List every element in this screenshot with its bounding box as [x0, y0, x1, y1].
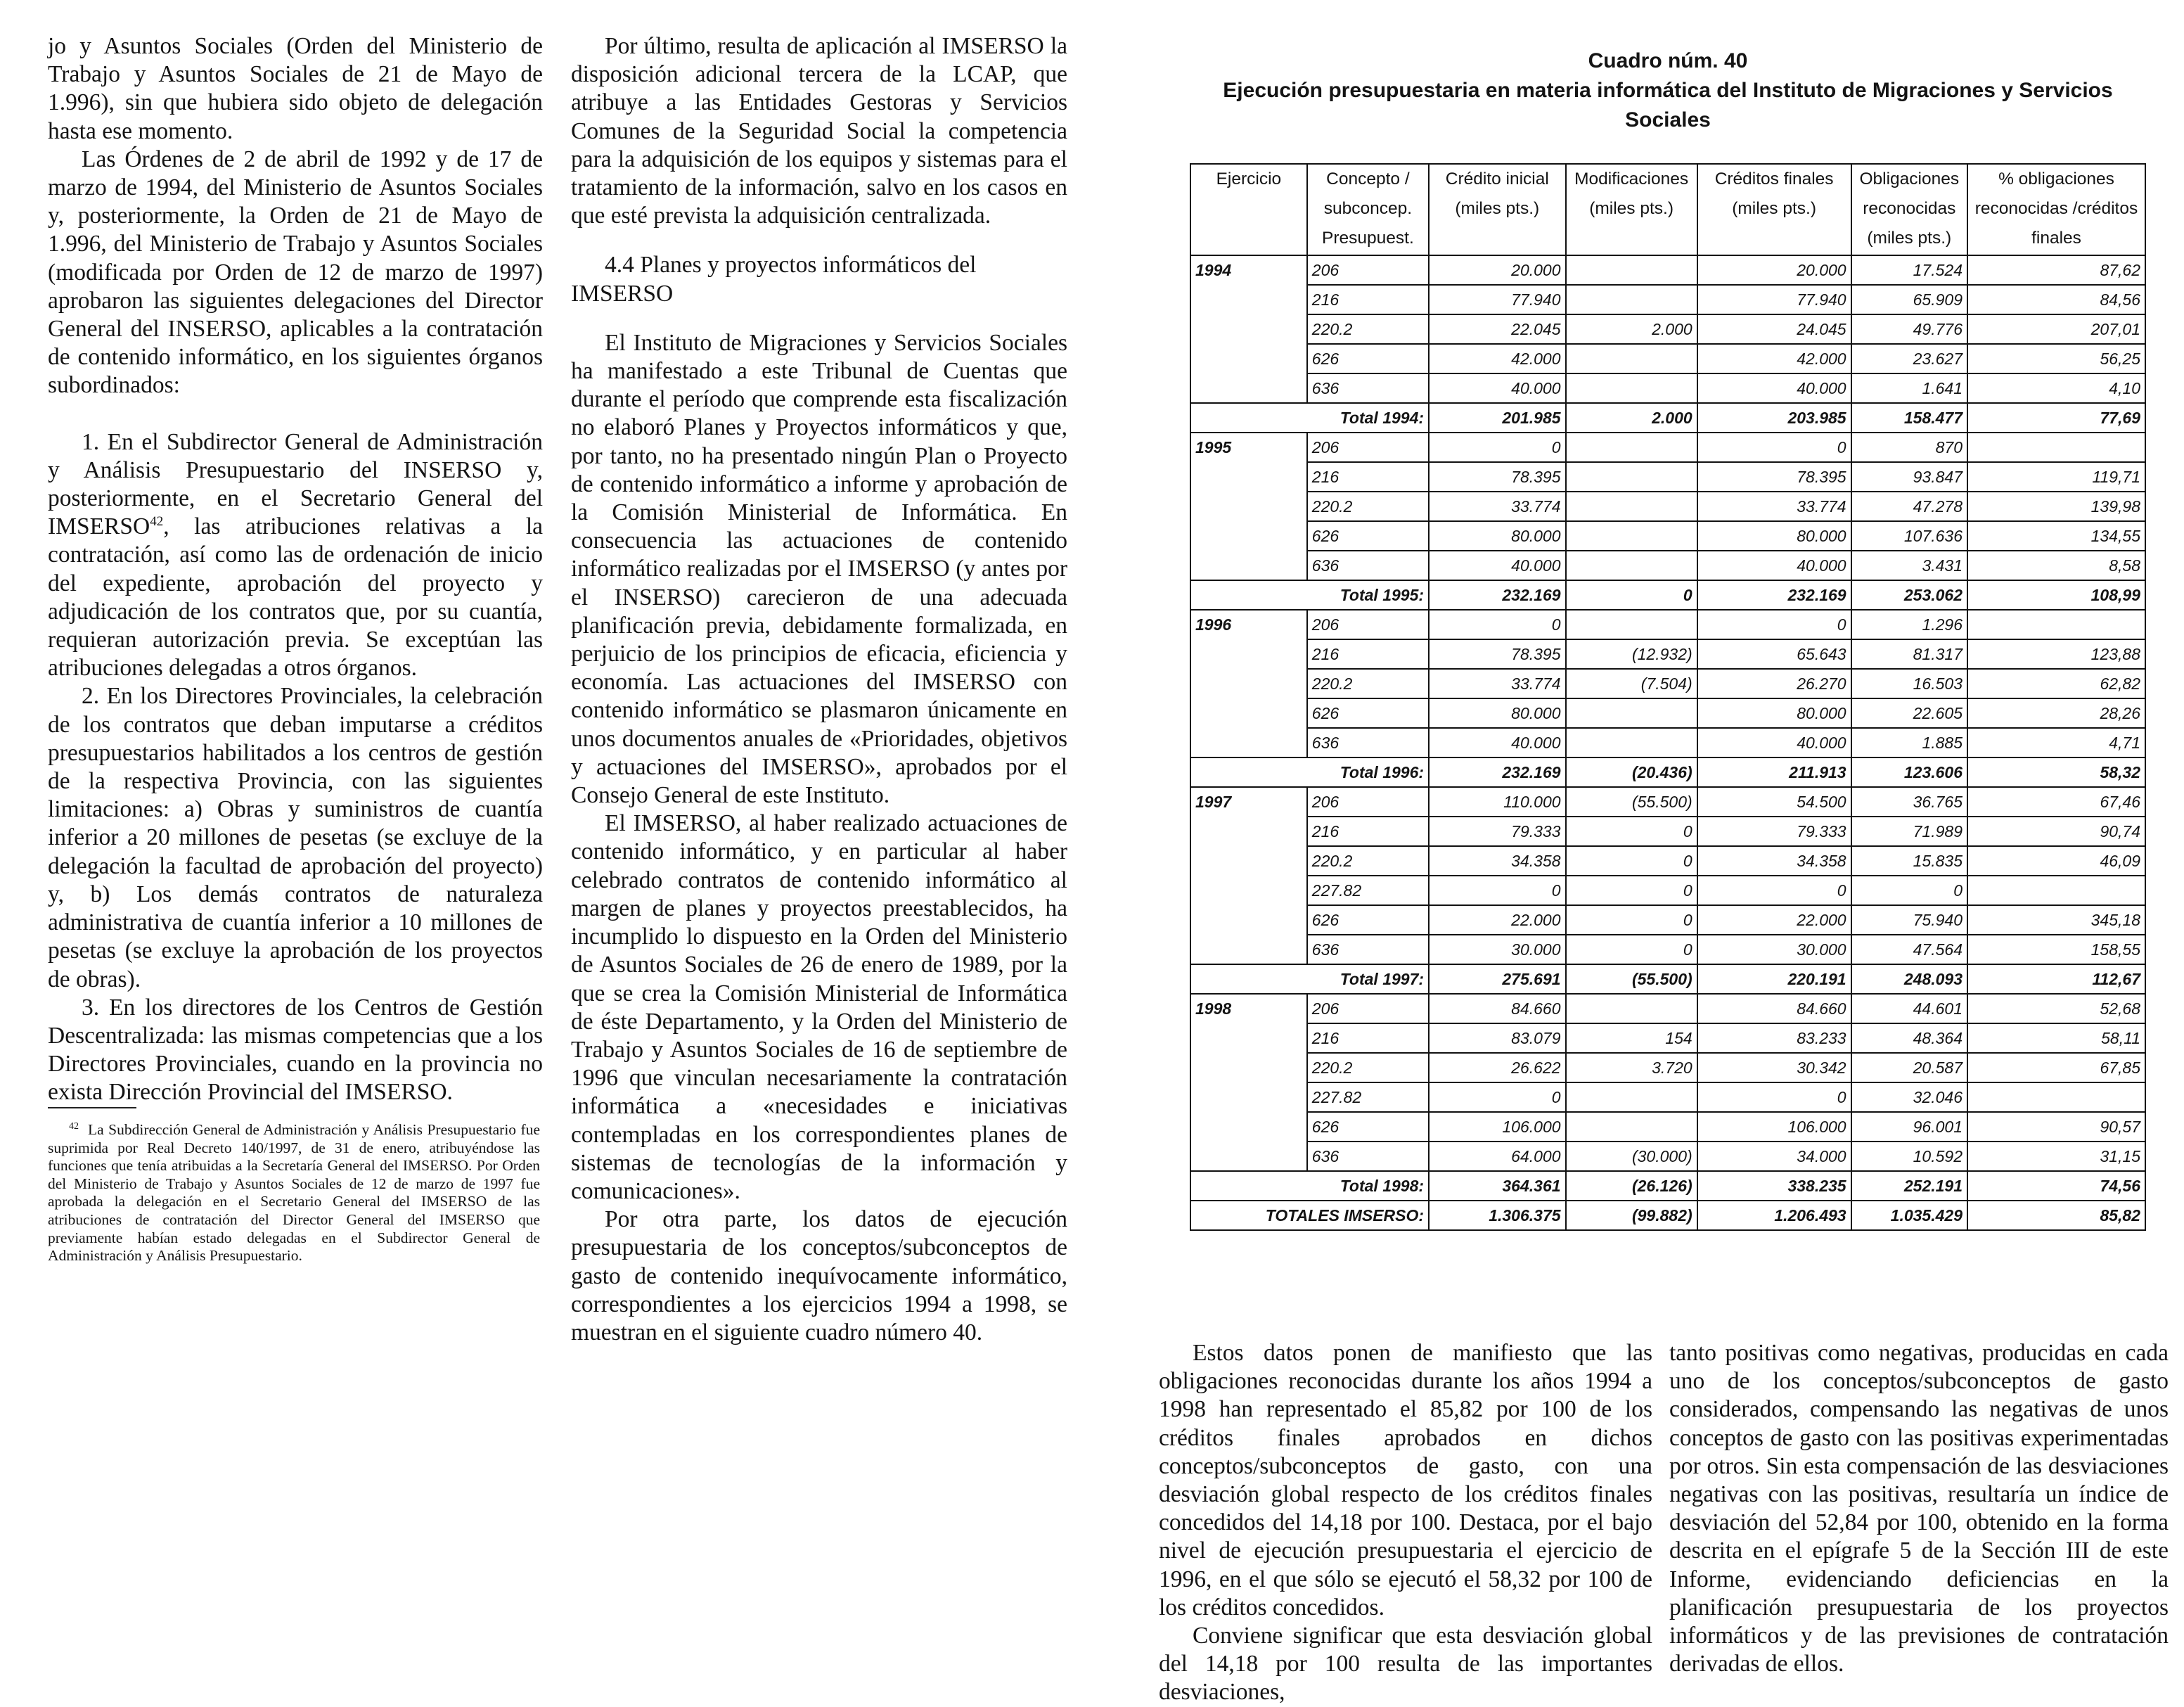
- value-cell-mod: [1566, 492, 1697, 521]
- concept-cell: 220.2: [1307, 314, 1429, 344]
- table-caption: Ejecución presupuestaria en materia informática del Instituto de Migraciones y Servicios Sociales: [1223, 79, 2113, 132]
- grand-total-cell-finales: 1.206.493: [1697, 1201, 1851, 1230]
- value-cell-pct: 28,26: [1967, 698, 2145, 728]
- grand-total-label: TOTALES IMSERSO:: [1190, 1201, 1429, 1230]
- table-row: [1190, 433, 2145, 462]
- value-cell-finales: 78.395: [1697, 462, 1851, 492]
- table-row: [1190, 876, 2145, 905]
- table-row: [1190, 994, 2145, 1023]
- year-cell: [1190, 669, 1307, 698]
- value-cell-pct: 31,15: [1967, 1142, 2145, 1171]
- year-cell: [1190, 462, 1307, 492]
- value-cell-finales: 84.660: [1697, 994, 1851, 1023]
- value-cell-inicial: 78.395: [1429, 462, 1566, 492]
- grand-total-cell-pct: 85,82: [1967, 1201, 2145, 1230]
- value-cell-pct: 134,55: [1967, 521, 2145, 551]
- list-item: 1. En el Subdirector General de Administración y Análisis Presupuestario del INSERSO y, posteriormente, en el Secretario General del IMSERSO$^{42}$, las atribuciones relativas a la contratación, así como las de ordenación de inicio del expediente, aprobación del proyecto y adjudicación de los contratos que, por su cuantía, requieran autorización previa. Se exceptúan las atribuciones delegadas a otros órganos.: [48, 428, 543, 682]
- total-cell-mod: (26.126): [1566, 1171, 1697, 1201]
- year-cell: [1190, 373, 1307, 403]
- value-cell-oblig: 1.885: [1851, 728, 1967, 757]
- concept-cell: 216: [1307, 817, 1429, 846]
- year-cell: [1190, 1142, 1307, 1171]
- table-total-row: [1190, 580, 2145, 610]
- footnote-ref[interactable]: 42: [150, 514, 164, 530]
- total-label: Total 1997:: [1190, 964, 1429, 994]
- table-row: [1190, 1112, 2145, 1142]
- table-row: [1190, 314, 2145, 344]
- footnote: $^{42}$ La Subdirección General de Administración y Análisis Presupuestario fue suprimida por Real Decreto 140/1997, de 31 de enero, atribuyéndose las funciones que tenía atribuidas a la Secretaría General del IMSERSO. Por Orden del Ministerio de Trabajo y Asuntos Sociales de 12 de marzo de 1997 fue aprobada la delegación en el Secretario General del IMSERSO de las atribuciones de contratación del Director General del IMSERSO que previamente habían estado delegadas en el Subdirector General de Administración y Análisis Presupuestario.: [48, 1120, 541, 1265]
- value-cell-inicial: 0: [1429, 1082, 1566, 1112]
- table-title: [1190, 46, 2146, 135]
- value-cell-finales: 24.045: [1697, 314, 1851, 344]
- value-cell-finales: 65.643: [1697, 639, 1851, 669]
- value-cell-inicial: 79.333: [1429, 817, 1566, 846]
- value-cell-finales: 79.333: [1697, 817, 1851, 846]
- year-cell: 1998: [1190, 994, 1307, 1023]
- table-header-row: [1190, 164, 2145, 255]
- total-cell-finales: 203.985: [1697, 403, 1851, 433]
- year-cell: [1190, 344, 1307, 373]
- table-row: [1190, 905, 2145, 935]
- value-cell-pct: [1967, 876, 2145, 905]
- value-cell-oblig: 36.765: [1851, 787, 1967, 817]
- value-cell-oblig: 10.592: [1851, 1142, 1967, 1171]
- table-total-row: [1190, 403, 2145, 433]
- value-cell-inicial: 33.774: [1429, 492, 1566, 521]
- value-cell-pct: 67,85: [1967, 1053, 2145, 1082]
- value-cell-mod: 0: [1566, 817, 1697, 846]
- value-cell-inicial: 78.395: [1429, 639, 1566, 669]
- concept-cell: 206: [1307, 255, 1429, 285]
- middle-column: [571, 32, 1067, 1347]
- total-cell-oblig: 123.606: [1851, 757, 1967, 787]
- value-cell-mod: 2.000: [1566, 314, 1697, 344]
- paragraph: Estos datos ponen de manifiesto que las obligaciones reconocidas durante los años 1994 a 1998 han representado el 85,82 por 100 de los créditos finales aprobados en dichos conceptos/subconceptos de gasto, con una desviación global respecto de los créditos finales concedidos del 14,18 por 100. Destaca, por el bajo nivel de ejecución presupuestaria el ejercicio de 1996, en el que sólo se ejecutó el 58,32 por 100 de los créditos concedidos.: [1159, 1340, 1652, 1620]
- total-cell-mod: 2.000: [1566, 403, 1697, 433]
- table-number: Cuadro núm. 40: [1588, 49, 1748, 72]
- total-cell-inicial: 275.691: [1429, 964, 1566, 994]
- value-cell-oblig: 1.641: [1851, 373, 1967, 403]
- value-cell-finales: 80.000: [1697, 698, 1851, 728]
- value-cell-mod: [1566, 433, 1697, 462]
- table-row: [1190, 255, 2145, 285]
- total-cell-finales: 211.913: [1697, 757, 1851, 787]
- value-cell-pct: 158,55: [1967, 935, 2145, 964]
- value-cell-mod: [1566, 728, 1697, 757]
- concept-cell: 626: [1307, 1112, 1429, 1142]
- value-cell-pct: 90,74: [1967, 817, 2145, 846]
- concept-cell: 626: [1307, 905, 1429, 935]
- year-cell: 1997: [1190, 787, 1307, 817]
- total-cell-inicial: 232.169: [1429, 580, 1566, 610]
- total-cell-inicial: 201.985: [1429, 403, 1566, 433]
- value-cell-finales: 33.774: [1697, 492, 1851, 521]
- total-label: Total 1998:: [1190, 1171, 1429, 1201]
- value-cell-pct: [1967, 1082, 2145, 1112]
- value-cell-mod: [1566, 1112, 1697, 1142]
- concept-cell: 636: [1307, 728, 1429, 757]
- bottom-right-column: [1669, 1339, 2169, 1678]
- table-row: [1190, 521, 2145, 551]
- year-cell: [1190, 876, 1307, 905]
- value-cell-pct: 58,11: [1967, 1023, 2145, 1053]
- year-cell: [1190, 728, 1307, 757]
- value-cell-mod: [1566, 521, 1697, 551]
- value-cell-oblig: 17.524: [1851, 255, 1967, 285]
- value-cell-pct: 207,01: [1967, 314, 2145, 344]
- table-row: [1190, 846, 2145, 876]
- value-cell-oblig: 15.835: [1851, 846, 1967, 876]
- concept-cell: 206: [1307, 433, 1429, 462]
- value-cell-oblig: 81.317: [1851, 639, 1967, 669]
- table-row: [1190, 1142, 2145, 1171]
- grand-total-cell-inicial: 1.306.375: [1429, 1201, 1566, 1230]
- bottom-left-column: [1159, 1339, 1652, 1707]
- table-total-row: [1190, 1171, 2145, 1201]
- concept-cell: 216: [1307, 639, 1429, 669]
- value-cell-finales: 34.000: [1697, 1142, 1851, 1171]
- value-cell-mod: [1566, 610, 1697, 639]
- value-cell-mod: (30.000): [1566, 1142, 1697, 1171]
- value-cell-pct: 4,71: [1967, 728, 2145, 757]
- value-cell-finales: 20.000: [1697, 255, 1851, 285]
- total-cell-finales: 232.169: [1697, 580, 1851, 610]
- value-cell-pct: 62,82: [1967, 669, 2145, 698]
- concept-cell: 626: [1307, 344, 1429, 373]
- value-cell-finales: 77.940: [1697, 285, 1851, 314]
- value-cell-oblig: 47.278: [1851, 492, 1967, 521]
- concept-cell: 626: [1307, 521, 1429, 551]
- value-cell-mod: [1566, 994, 1697, 1023]
- total-cell-finales: 338.235: [1697, 1171, 1851, 1201]
- value-cell-inicial: 40.000: [1429, 551, 1566, 580]
- value-cell-finales: 106.000: [1697, 1112, 1851, 1142]
- concept-cell: 636: [1307, 1142, 1429, 1171]
- concept-cell: 220.2: [1307, 492, 1429, 521]
- value-cell-pct: 67,46: [1967, 787, 2145, 817]
- grand-total-cell-oblig: 1.035.429: [1851, 1201, 1967, 1230]
- paragraph: Las Órdenes de 2 de abril de 1992 y de 17 de marzo de 1994, del Ministerio de Asuntos Sociales y, posteriormente, la Orden de 21 de Mayo de 1.996, del Ministerio de Trabajo y Asuntos Sociales (modificada por Orden de 12 de marzo de 1997) aprobaron las siguientes delegaciones del Director General del INSERSO, aplicables a la contratación de contenido informático, en los siguientes órganos subordinados:: [48, 146, 543, 399]
- concept-cell: 227.82: [1307, 876, 1429, 905]
- total-label: Total 1996:: [1190, 757, 1429, 787]
- value-cell-finales: 34.358: [1697, 846, 1851, 876]
- value-cell-mod: [1566, 373, 1697, 403]
- value-cell-pct: 119,71: [1967, 462, 2145, 492]
- value-cell-mod: (12.932): [1566, 639, 1697, 669]
- value-cell-mod: [1566, 698, 1697, 728]
- value-cell-oblig: 16.503: [1851, 669, 1967, 698]
- value-cell-inicial: 30.000: [1429, 935, 1566, 964]
- value-cell-inicial: 42.000: [1429, 344, 1566, 373]
- concept-cell: 636: [1307, 373, 1429, 403]
- value-cell-pct: 4,10: [1967, 373, 2145, 403]
- table-row: [1190, 787, 2145, 817]
- value-cell-oblig: 48.364: [1851, 1023, 1967, 1053]
- table-body: [1190, 255, 2145, 1230]
- paragraph: tanto positivas como negativas, producidas en cada uno de los conceptos/subconceptos de gasto considerados, compensando las negativas de unos conceptos de gasto con las positivas experimentadas por otros. Sin esta compensación de las desviaciones negativas con las positivas, resultaría un índice de desviación del 52,84 por 100, obtenido en la forma descrita en el epígrafe 5 de la Sección III de este Informe, evidenciando deficiencias en la planificación presupuestaria de los proyectos informáticos y de las previsiones de contratación derivadas de ellos.: [1669, 1340, 2169, 1677]
- total-cell-mod: (55.500): [1566, 964, 1697, 994]
- year-cell: 1994: [1190, 255, 1307, 285]
- value-cell-finales: 42.000: [1697, 344, 1851, 373]
- value-cell-oblig: 20.587: [1851, 1053, 1967, 1082]
- table-row: [1190, 610, 2145, 639]
- value-cell-pct: 46,09: [1967, 846, 2145, 876]
- value-cell-oblig: 22.605: [1851, 698, 1967, 728]
- value-cell-mod: 0: [1566, 846, 1697, 876]
- year-cell: 1995: [1190, 433, 1307, 462]
- value-cell-finales: 30.000: [1697, 935, 1851, 964]
- value-cell-finales: 0: [1697, 610, 1851, 639]
- paragraph: jo y Asuntos Sociales (Orden del Ministerio de Trabajo y Asuntos Sociales de 21 de Mayo de 1.996), sin que hubiera sido objeto de delegación hasta ese momento.: [48, 33, 543, 144]
- table-row: [1190, 817, 2145, 846]
- paragraph: Conviene significar que esta desviación global del 14,18 por 100 resulta de las importantes desviaciones,: [1159, 1623, 1652, 1706]
- table-row: [1190, 551, 2145, 580]
- concept-cell: 206: [1307, 610, 1429, 639]
- year-cell: [1190, 935, 1307, 964]
- list-item: 2. En los Directores Provinciales, la celebración de los contratos que deban imputarse a créditos presupuestarios habilitados a los centros de gestión de la respectiva Provincia, con las siguientes limitaciones: a) Obras y suministros de cuantía inferior a 20 millones de pesetas (se excluye de la delegación la facultad de aprobación del proyecto) y, b) Los demás contratos de naturaleza administrativa de cuantía inferior a 10 millones de pesetas (se excluye la aprobación de los proyectos de obras).: [48, 683, 543, 992]
- value-cell-pct: 56,25: [1967, 344, 2145, 373]
- total-cell-pct: 74,56: [1967, 1171, 2145, 1201]
- concept-cell: 216: [1307, 462, 1429, 492]
- total-cell-pct: 108,99: [1967, 580, 2145, 610]
- year-cell: [1190, 314, 1307, 344]
- value-cell-finales: 83.233: [1697, 1023, 1851, 1053]
- value-cell-finales: 40.000: [1697, 373, 1851, 403]
- header-obligaciones: Obligaciones reconocidas (miles pts.): [1851, 164, 1967, 255]
- total-cell-pct: 77,69: [1967, 403, 2145, 433]
- table-row: [1190, 1053, 2145, 1082]
- value-cell-inicial: 40.000: [1429, 373, 1566, 403]
- value-cell-oblig: 107.636: [1851, 521, 1967, 551]
- total-cell-inicial: 364.361: [1429, 1171, 1566, 1201]
- total-cell-oblig: 248.093: [1851, 964, 1967, 994]
- table-row: [1190, 698, 2145, 728]
- value-cell-inicial: 0: [1429, 876, 1566, 905]
- table-row: [1190, 669, 2145, 698]
- value-cell-inicial: 84.660: [1429, 994, 1566, 1023]
- total-label: Total 1995:: [1190, 580, 1429, 610]
- value-cell-inicial: 22.045: [1429, 314, 1566, 344]
- total-cell-finales: 220.191: [1697, 964, 1851, 994]
- value-cell-finales: 26.270: [1697, 669, 1851, 698]
- grand-total-cell-mod: (99.882): [1566, 1201, 1697, 1230]
- value-cell-mod: [1566, 344, 1697, 373]
- value-cell-pct: 139,98: [1967, 492, 2145, 521]
- year-cell: [1190, 639, 1307, 669]
- value-cell-mod: 154: [1566, 1023, 1697, 1053]
- concept-cell: 220.2: [1307, 669, 1429, 698]
- value-cell-oblig: 3.431: [1851, 551, 1967, 580]
- value-cell-mod: 3.720: [1566, 1053, 1697, 1082]
- table-total-row: [1190, 757, 2145, 787]
- table-row: [1190, 728, 2145, 757]
- value-cell-finales: 22.000: [1697, 905, 1851, 935]
- concept-cell: 626: [1307, 698, 1429, 728]
- year-cell: [1190, 551, 1307, 580]
- value-cell-oblig: 0: [1851, 876, 1967, 905]
- left-column: [48, 32, 543, 1107]
- value-cell-oblig: 75.940: [1851, 905, 1967, 935]
- header-porcentaje: % obligaciones reconocidas /créditos finales: [1967, 164, 2145, 255]
- value-cell-pct: [1967, 610, 2145, 639]
- value-cell-oblig: 71.989: [1851, 817, 1967, 846]
- value-cell-inicial: 26.622: [1429, 1053, 1566, 1082]
- value-cell-pct: 123,88: [1967, 639, 2145, 669]
- table-row: [1190, 492, 2145, 521]
- budget-table: [1190, 163, 2146, 1231]
- concept-cell: 216: [1307, 285, 1429, 314]
- table-grand-total-row: [1190, 1201, 2145, 1230]
- year-cell: [1190, 846, 1307, 876]
- value-cell-inicial: 83.079: [1429, 1023, 1566, 1053]
- value-cell-pct: 345,18: [1967, 905, 2145, 935]
- value-cell-finales: 30.342: [1697, 1053, 1851, 1082]
- value-cell-pct: 87,62: [1967, 255, 2145, 285]
- table-row: [1190, 935, 2145, 964]
- value-cell-oblig: 47.564: [1851, 935, 1967, 964]
- value-cell-inicial: 22.000: [1429, 905, 1566, 935]
- value-cell-inicial: 106.000: [1429, 1112, 1566, 1142]
- value-cell-finales: 40.000: [1697, 728, 1851, 757]
- value-cell-finales: 40.000: [1697, 551, 1851, 580]
- section-heading: 4.4 Planes y proyectos informáticos del IMSERSO: [571, 252, 977, 307]
- value-cell-finales: 0: [1697, 876, 1851, 905]
- value-cell-finales: 0: [1697, 433, 1851, 462]
- value-cell-finales: 0: [1697, 1082, 1851, 1112]
- value-cell-mod: [1566, 255, 1697, 285]
- total-cell-pct: 112,67: [1967, 964, 2145, 994]
- paragraph: El Instituto de Migraciones y Servicios Sociales ha manifestado a este Tribunal de Cuentas que durante el período que comprende esta fiscalización no elaboró Planes y Proyectos informáticos y que, por tanto, no ha presentado ningún Plan o Proyecto de contenido informático a informe y aprobación de la Comisión Ministerial de Informática. En consecuencia las actuaciones de contenido informático realizadas por el IMSERSO (y antes por el INSERSO) carecieron de una adecuada planificación previa, debidamente formalizada, en perjuicio de los principios de eficacia, eficiencia y economía. Las actuaciones del IMSERSO con contenido informático se plasmaron únicamente en unos documentos anuales de «Prioridades, objetivos y actuaciones del IMSERSO», aprobados por el Consejo General de este Instituto.: [571, 329, 1067, 809]
- header-creditos-finales: Créditos finales (miles pts.): [1697, 164, 1851, 255]
- concept-cell: 636: [1307, 935, 1429, 964]
- concept-cell: 636: [1307, 551, 1429, 580]
- value-cell-mod: [1566, 551, 1697, 580]
- value-cell-oblig: 23.627: [1851, 344, 1967, 373]
- year-cell: [1190, 492, 1307, 521]
- header-concepto: Concepto / subconcep. Presupuest.: [1307, 164, 1429, 255]
- concept-cell: 206: [1307, 787, 1429, 817]
- header-modificaciones: Modificaciones (miles pts.): [1566, 164, 1697, 255]
- value-cell-inicial: 0: [1429, 610, 1566, 639]
- value-cell-oblig: 870: [1851, 433, 1967, 462]
- footnote-divider: [48, 1107, 136, 1108]
- value-cell-pct: [1967, 433, 2145, 462]
- total-cell-oblig: 253.062: [1851, 580, 1967, 610]
- table-row: [1190, 344, 2145, 373]
- value-cell-inicial: 34.358: [1429, 846, 1566, 876]
- total-cell-oblig: 252.191: [1851, 1171, 1967, 1201]
- header-credito-inicial: Crédito inicial (miles pts.): [1429, 164, 1566, 255]
- year-cell: [1190, 285, 1307, 314]
- value-cell-inicial: 77.940: [1429, 285, 1566, 314]
- value-cell-mod: 0: [1566, 876, 1697, 905]
- value-cell-inicial: 40.000: [1429, 728, 1566, 757]
- footnote-number: 42: [69, 1120, 79, 1132]
- value-cell-pct: 52,68: [1967, 994, 2145, 1023]
- year-cell: [1190, 1053, 1307, 1082]
- year-cell: 1996: [1190, 610, 1307, 639]
- value-cell-inicial: 80.000: [1429, 698, 1566, 728]
- table-total-row: [1190, 964, 2145, 994]
- table-row: [1190, 639, 2145, 669]
- value-cell-mod: 0: [1566, 935, 1697, 964]
- value-cell-finales: 54.500: [1697, 787, 1851, 817]
- year-cell: [1190, 905, 1307, 935]
- value-cell-mod: [1566, 462, 1697, 492]
- total-cell-pct: 58,32: [1967, 757, 2145, 787]
- value-cell-oblig: 96.001: [1851, 1112, 1967, 1142]
- value-cell-mod: [1566, 1082, 1697, 1112]
- value-cell-oblig: 44.601: [1851, 994, 1967, 1023]
- table-row: [1190, 1082, 2145, 1112]
- year-cell: [1190, 1112, 1307, 1142]
- value-cell-finales: 80.000: [1697, 521, 1851, 551]
- year-cell: [1190, 1023, 1307, 1053]
- value-cell-inicial: 0: [1429, 433, 1566, 462]
- concept-cell: 216: [1307, 1023, 1429, 1053]
- value-cell-mod: [1566, 285, 1697, 314]
- value-cell-pct: 8,58: [1967, 551, 2145, 580]
- year-cell: [1190, 1082, 1307, 1112]
- concept-cell: 206: [1307, 994, 1429, 1023]
- table-row: [1190, 285, 2145, 314]
- table-row: [1190, 1023, 2145, 1053]
- value-cell-inicial: 80.000: [1429, 521, 1566, 551]
- paragraph: Por último, resulta de aplicación al IMSERSO la disposición adicional tercera de la LCAP, que atribuye a las Entidades Gestoras y Servicios Comunes de la Seguridad Social la competencia para la adquisición de los equipos y sistemas para el tratamiento de la información, salvo en los casos en que esté prevista la adquisición centralizada.: [571, 33, 1067, 229]
- year-cell: [1190, 521, 1307, 551]
- value-cell-oblig: 1.296: [1851, 610, 1967, 639]
- total-cell-oblig: 158.477: [1851, 403, 1967, 433]
- value-cell-inicial: 110.000: [1429, 787, 1566, 817]
- paragraph: Por otra parte, los datos de ejecución presupuestaria de los conceptos/subconceptos de gasto de contenido inequívocamente informático, correspondientes a los ejercicios 1994 a 1998, se muestran en el siguiente cuadro número 40.: [571, 1206, 1067, 1345]
- year-cell: [1190, 698, 1307, 728]
- value-cell-oblig: 49.776: [1851, 314, 1967, 344]
- value-cell-mod: 0: [1566, 905, 1697, 935]
- value-cell-oblig: 32.046: [1851, 1082, 1967, 1112]
- concept-cell: 227.82: [1307, 1082, 1429, 1112]
- value-cell-pct: 84,56: [1967, 285, 2145, 314]
- year-cell: [1190, 817, 1307, 846]
- paragraph: El IMSERSO, al haber realizado actuaciones de contenido informático, y en particular al haber celebrado contratos de contenido informático al margen de planes y proyectos preestablecidos, ha incumplido lo dispuesto en la Orden del Ministerio de Asuntos Sociales de 26 de enero de 1989, por la que se crea la Comisión Ministerial de Informática de éste Departamento, y la Orden del Ministerio de Trabajo y Asuntos Sociales de 16 de septiembre de 1996 que vinculan necesariamente la contratación informática a «necesidades e iniciativas contempladas en los correspondientes planes de sistemas de tecnologías de la información y comunicaciones».: [571, 810, 1067, 1204]
- value-cell-oblig: 93.847: [1851, 462, 1967, 492]
- total-cell-mod: 0: [1566, 580, 1697, 610]
- total-cell-inicial: 232.169: [1429, 757, 1566, 787]
- value-cell-inicial: 64.000: [1429, 1142, 1566, 1171]
- concept-cell: 220.2: [1307, 1053, 1429, 1082]
- value-cell-oblig: 65.909: [1851, 285, 1967, 314]
- value-cell-inicial: 20.000: [1429, 255, 1566, 285]
- table-row: [1190, 462, 2145, 492]
- table-row: [1190, 373, 2145, 403]
- list-item: 3. En los directores de los Centros de Gestión Descentralizada: las mismas competencias que a los Directores Provinciales, cuando en la provincia no exista Dirección Provincial del IMSERSO.: [48, 994, 543, 1106]
- header-ejercicio: Ejercicio: [1190, 164, 1307, 255]
- value-cell-mod: (7.504): [1566, 669, 1697, 698]
- total-label: Total 1994:: [1190, 403, 1429, 433]
- value-cell-pct: 90,57: [1967, 1112, 2145, 1142]
- total-cell-mod: (20.436): [1566, 757, 1697, 787]
- value-cell-mod: (55.500): [1566, 787, 1697, 817]
- value-cell-inicial: 33.774: [1429, 669, 1566, 698]
- concept-cell: 220.2: [1307, 846, 1429, 876]
